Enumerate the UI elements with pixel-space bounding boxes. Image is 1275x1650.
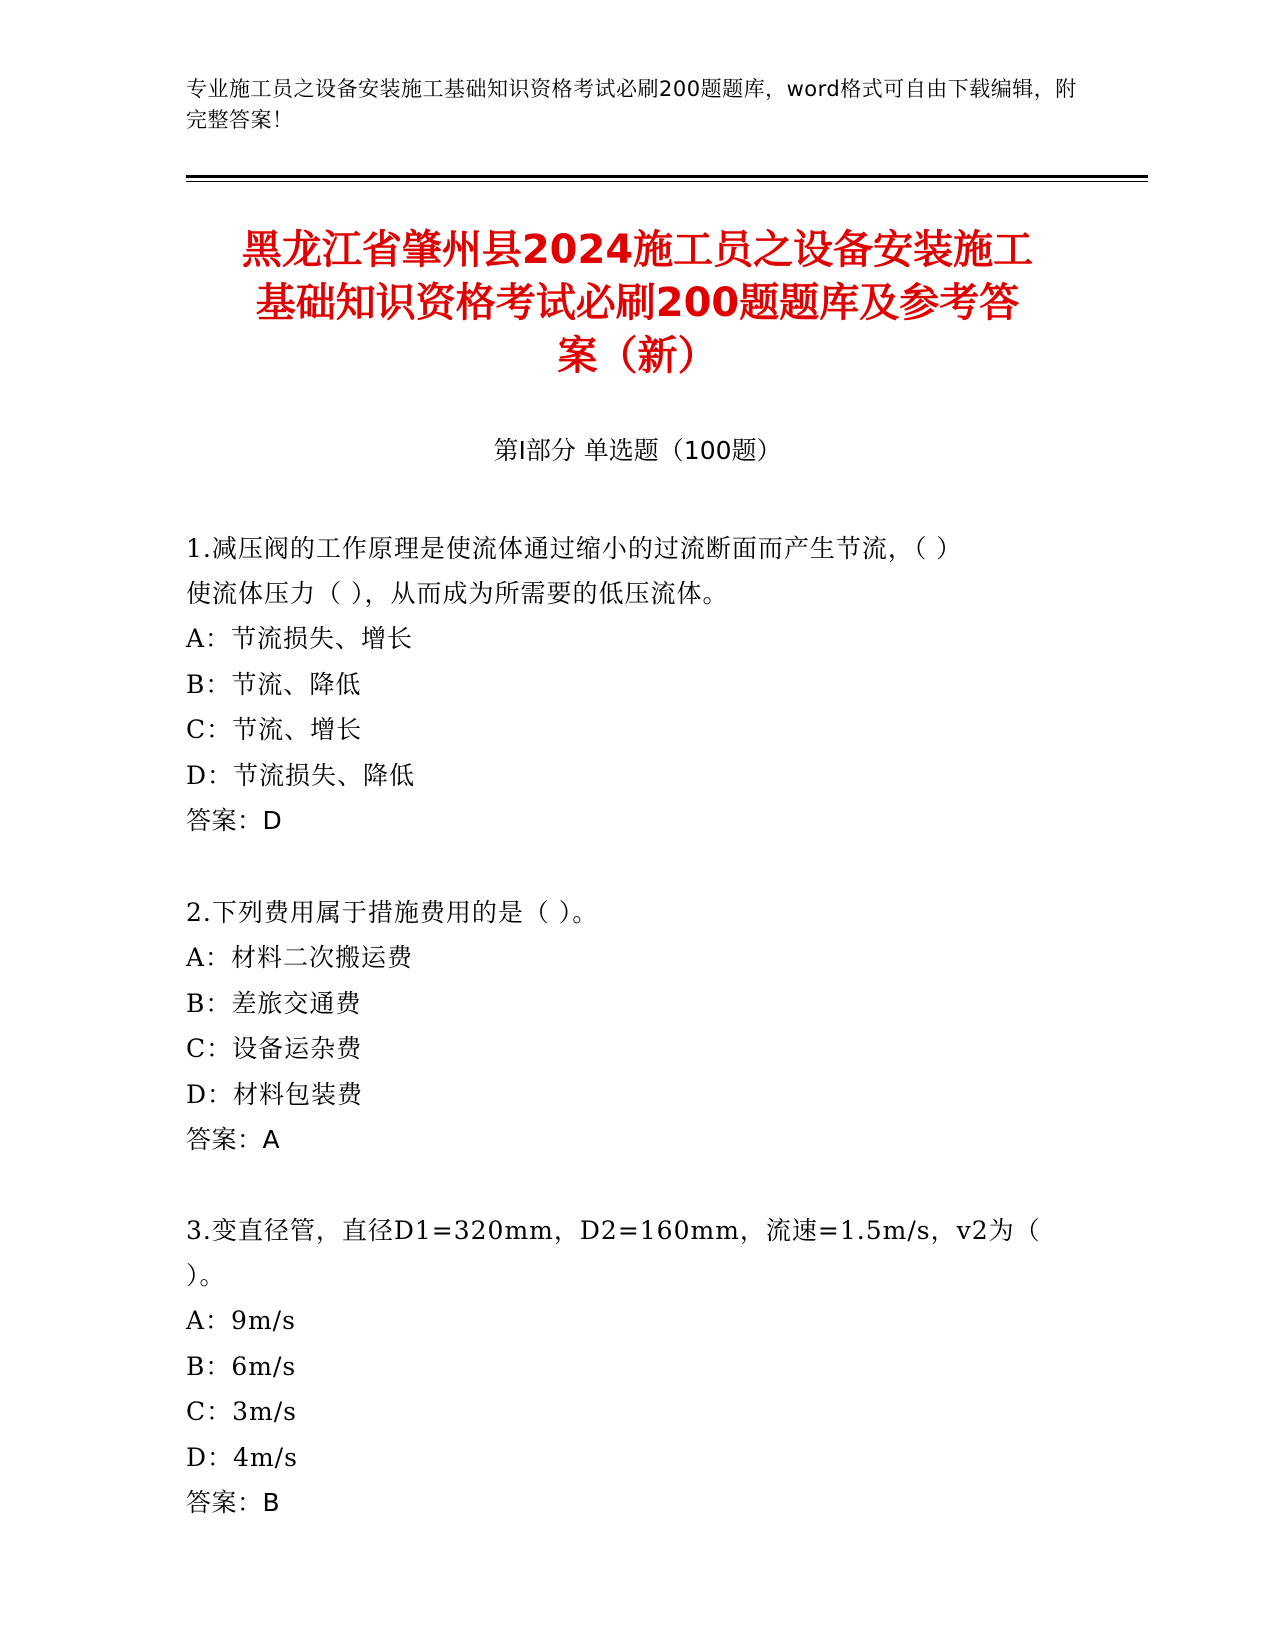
question-stem-line: 1.减压阀的工作原理是使流体通过缩小的过流断面而产生节流，（ ） (186, 534, 963, 563)
option-d: D：材料包装费 (186, 1079, 364, 1109)
option-b: B：6m/s (186, 1351, 297, 1381)
header-rule-thin (186, 181, 1148, 182)
option-c: C：设备运杂费 (186, 1034, 363, 1063)
answer: 答案：A (186, 1125, 281, 1154)
option-a: A：9m/s (186, 1306, 296, 1335)
option-a: A：节流损失、增长 (186, 624, 414, 653)
title-line-1: 黑龙江省肇州县2024施工员之设备安装施工 (241, 227, 1034, 273)
answer: 答案：D (186, 806, 283, 835)
question-stem-line: 使流体压力（ ），从而成为所需要的低压流体。 (186, 579, 729, 608)
option-c: C：节流、增长 (186, 715, 363, 744)
option-d: D：4m/s (186, 1442, 298, 1472)
question-2 (186, 890, 1086, 1162)
option-b: B：差旅交通费 (186, 988, 362, 1018)
option-b: B：节流、降低 (186, 669, 362, 699)
option-a: A：材料二次搬运费 (186, 943, 414, 972)
option-d: D：节流损失、降低 (186, 760, 416, 790)
question-3 (186, 1208, 1086, 1525)
title-line-3: 案（新） (557, 333, 718, 379)
answer: 答案：B (186, 1488, 281, 1517)
document-title (186, 224, 1089, 383)
header-rule-thick (186, 175, 1148, 178)
header-note: 专业施工员之设备安装施工基础知识资格考试必刷200题题库，word格式可自由下载编辑，附完整答案！ (186, 77, 1077, 132)
section-heading: 第Ⅰ部分 单选题（100题） (493, 436, 782, 465)
question-stem-line: 3.变直径管，直径D1=320mm，D2=160mm，流速=1.5m/s，v2为（ ）。 (186, 1216, 1041, 1290)
title-line-2: 基础知识资格考试必刷200题题库及参考答 (255, 280, 1020, 326)
option-c: C：3m/s (186, 1397, 297, 1426)
question-stem-line: 2.下列费用属于措施费用的是（ ）。 (186, 898, 599, 927)
question-1 (186, 526, 1086, 843)
